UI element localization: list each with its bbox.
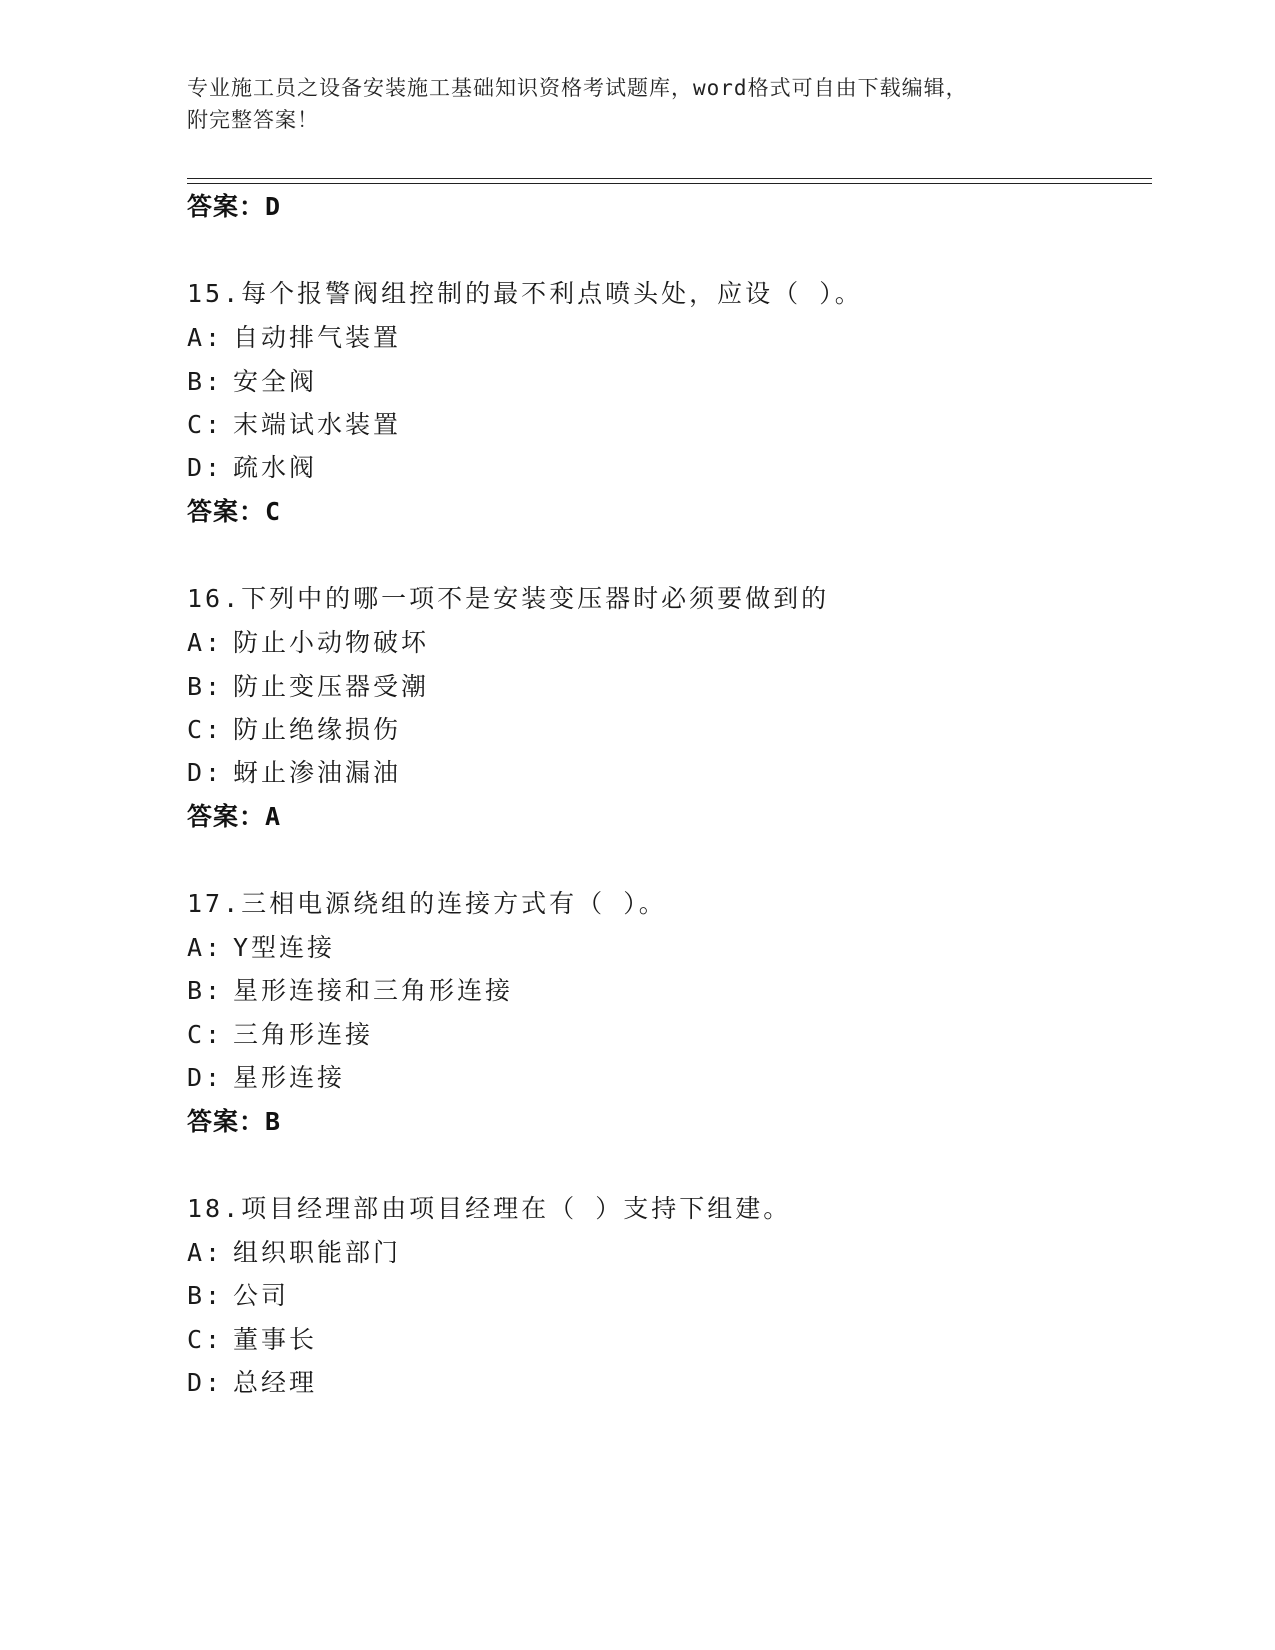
option-key: B:	[187, 672, 224, 701]
option-17-c	[187, 1018, 373, 1052]
option-key: A:	[187, 628, 224, 657]
option-key: C:	[187, 715, 224, 744]
header-line-1: 专业施工员之设备安装施工基础知识资格考试题库，word格式可自由下载编辑，	[187, 76, 968, 100]
option-text: 公司	[233, 1281, 290, 1310]
question-stem-17: 17.三相电源绕组的连接方式有（ ）。	[187, 889, 667, 918]
option-15-a	[187, 321, 401, 355]
option-key: A:	[187, 323, 224, 352]
option-17-a	[187, 931, 335, 965]
option-key: D:	[187, 1368, 224, 1397]
option-text: 三角形连接	[233, 1020, 374, 1049]
option-text: 星形连接和三角形连接	[233, 976, 514, 1005]
answer-17: 答案：B	[187, 1107, 282, 1136]
option-text: 星形连接	[233, 1063, 346, 1092]
option-key: B:	[187, 976, 224, 1005]
option-text: 总经理	[233, 1368, 318, 1397]
option-18-b	[187, 1279, 289, 1313]
option-18-c	[187, 1323, 317, 1357]
option-16-d	[187, 756, 401, 790]
option-18-d	[187, 1366, 317, 1400]
option-text: 组织职能部门	[233, 1238, 402, 1267]
answer-16: 答案：A	[187, 802, 282, 831]
question-stem-16: 16.下列中的哪一项不是安装变压器时必须要做到的	[187, 584, 830, 613]
option-key: A:	[187, 933, 224, 962]
option-key: B:	[187, 1281, 224, 1310]
option-key: D:	[187, 453, 224, 482]
option-key: C:	[187, 1020, 224, 1049]
previous-answer: 答案：D	[187, 192, 282, 221]
option-text: 防止变压器受潮	[233, 672, 430, 701]
question-stem-15: 15.每个报警阀组控制的最不利点喷头处，应设（ ）。	[187, 279, 863, 308]
question-stem-18: 18.项目经理部由项目经理在（ ）支持下组建。	[187, 1194, 792, 1223]
option-text: 末端试水装置	[233, 410, 402, 439]
option-text: 自动排气装置	[233, 323, 402, 352]
option-key: A:	[187, 1238, 224, 1267]
option-text: 防止绝缘损伤	[233, 715, 402, 744]
option-18-a	[187, 1236, 401, 1270]
option-16-b	[187, 670, 429, 704]
option-key: B:	[187, 367, 224, 396]
header-line-2: 附完整答案！	[187, 108, 319, 132]
option-17-b	[187, 974, 513, 1008]
option-text: 董事长	[233, 1325, 318, 1354]
option-text: 安全阀	[233, 367, 318, 396]
header-divider-top	[187, 178, 1152, 179]
option-15-d	[187, 451, 317, 485]
option-text: 防止小动物破坏	[233, 628, 430, 657]
header-divider-bottom	[187, 183, 1152, 184]
option-15-b	[187, 365, 317, 399]
option-key: C:	[187, 410, 224, 439]
option-15-c	[187, 408, 401, 442]
option-17-d	[187, 1061, 345, 1095]
option-16-c	[187, 713, 401, 747]
option-text: 疏水阀	[233, 453, 318, 482]
option-16-a	[187, 626, 429, 660]
document-header	[187, 72, 1087, 136]
option-text: 蚜止渗油漏油	[233, 758, 402, 787]
option-text: Y型连接	[233, 933, 336, 962]
option-key: D:	[187, 1063, 224, 1092]
option-key: D:	[187, 758, 224, 787]
option-key: C:	[187, 1325, 224, 1354]
answer-15: 答案：C	[187, 497, 282, 526]
